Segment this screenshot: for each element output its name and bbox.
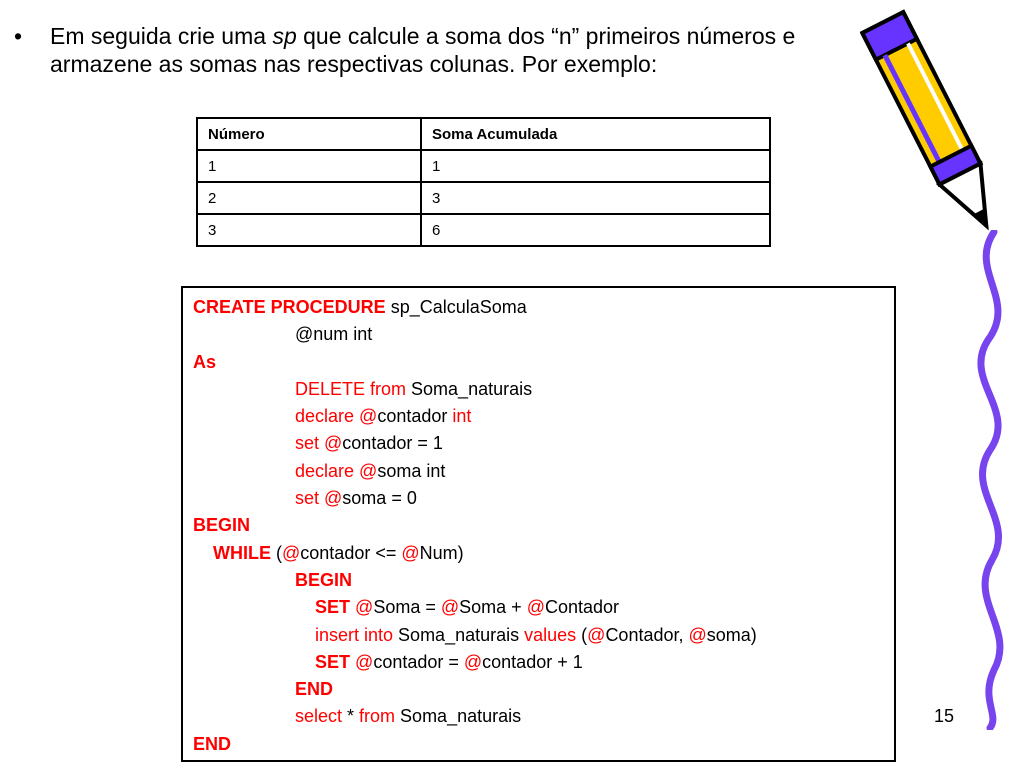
code-text: * xyxy=(342,706,360,727)
code-keyword: int xyxy=(452,406,472,427)
code-keyword: BEGIN xyxy=(193,515,251,536)
code-text: soma) xyxy=(706,624,757,645)
code-text: @num int xyxy=(295,324,373,345)
code-keyword: END xyxy=(193,733,232,754)
code-text: ( xyxy=(576,624,588,645)
code-text: soma int xyxy=(377,460,446,481)
intro-paragraph xyxy=(14,22,834,78)
column-header-soma: Soma Acumulada xyxy=(421,118,770,150)
table-cell: 3 xyxy=(197,214,421,246)
code-text: Soma_naturais xyxy=(393,624,525,645)
code-keyword: @ xyxy=(401,542,420,563)
code-keyword: SET xyxy=(315,651,351,672)
code-keyword: from xyxy=(359,706,396,727)
code-box xyxy=(181,286,896,762)
table-cell: 2 xyxy=(197,182,421,214)
code-keyword: @ xyxy=(463,651,483,672)
code-text: ( xyxy=(271,542,282,563)
code-text: Soma + xyxy=(459,597,527,618)
code-keyword: @ xyxy=(587,624,606,645)
code-line xyxy=(193,649,894,676)
code-text: contador xyxy=(377,406,453,427)
code-line xyxy=(193,430,894,457)
code-line xyxy=(193,321,894,348)
code-keyword: declare @ xyxy=(295,406,378,427)
table-row xyxy=(197,182,770,214)
page-number: 15 xyxy=(934,706,955,726)
code-keyword: insert into xyxy=(315,624,394,645)
code-line xyxy=(193,376,894,403)
intro-text xyxy=(50,22,834,78)
code-line xyxy=(193,703,894,730)
code-line xyxy=(193,294,894,321)
code-text: sp_CalculaSoma xyxy=(385,297,527,317)
code-text: contador = xyxy=(373,651,464,672)
code-line xyxy=(193,567,894,594)
code-line xyxy=(193,676,894,703)
code-keyword: BEGIN xyxy=(295,569,353,590)
code-keyword: END xyxy=(295,679,334,700)
code-line xyxy=(193,512,894,539)
squiggle-path xyxy=(981,232,1000,728)
code-line xyxy=(193,594,894,621)
code-keyword: WHILE xyxy=(213,542,271,563)
bullet: • xyxy=(14,23,23,49)
table-cell: 6 xyxy=(421,214,770,246)
code-text: Contador, xyxy=(605,624,689,645)
code-line xyxy=(193,458,894,485)
code-keyword: set @ xyxy=(295,488,343,509)
table-cell: 1 xyxy=(197,150,421,182)
code-text: contador <= xyxy=(300,542,402,563)
column-header-numero: Número xyxy=(197,118,421,150)
example-table xyxy=(196,117,771,247)
code-keyword: @ xyxy=(688,624,707,645)
table-header-row xyxy=(197,118,770,150)
code-keyword: @ xyxy=(355,651,374,672)
intro-text-italic: sp xyxy=(272,23,297,49)
intro-text-part: que calcule a soma dos “n” primeiros números e armazene as somas nas respectivas colunas. Por exemplo: xyxy=(50,23,796,77)
code-line xyxy=(193,485,894,512)
code-keyword: SET xyxy=(315,597,351,618)
code-keyword: @ xyxy=(526,597,545,618)
code-keyword: select xyxy=(295,706,343,727)
code-text: Contador xyxy=(544,597,620,618)
code-line xyxy=(193,540,894,567)
code-keyword: @ xyxy=(282,542,301,563)
intro-text-part: Em seguida crie uma xyxy=(50,23,273,49)
code-text: Num) xyxy=(419,542,464,563)
code-text: contador = 1 xyxy=(342,433,443,454)
code-line xyxy=(193,403,894,430)
code-keyword: set @ xyxy=(295,433,343,454)
code-keyword: DELETE from xyxy=(295,378,407,399)
code-keyword: @ xyxy=(440,597,460,618)
code-text: contador + 1 xyxy=(482,651,583,672)
squiggle-line xyxy=(960,230,1024,730)
code-text: Soma_naturais xyxy=(395,706,522,727)
code-text: soma = 0 xyxy=(342,488,417,509)
table-row xyxy=(197,214,770,246)
code-keyword: CREATE PROCEDURE xyxy=(193,297,386,317)
code-line xyxy=(193,622,894,649)
table-row xyxy=(197,150,770,182)
code-keyword: As xyxy=(193,351,217,372)
table-cell: 1 xyxy=(421,150,770,182)
code-text: Soma_naturais xyxy=(406,378,533,399)
code-keyword: declare @ xyxy=(295,460,378,481)
pencil-icon xyxy=(860,0,1010,250)
code-text: Soma = xyxy=(373,597,441,618)
table-cell: 3 xyxy=(421,182,770,214)
code-keyword: @ xyxy=(355,597,374,618)
code-line xyxy=(193,731,894,758)
code-keyword: values xyxy=(524,624,577,645)
code-line xyxy=(193,349,894,376)
